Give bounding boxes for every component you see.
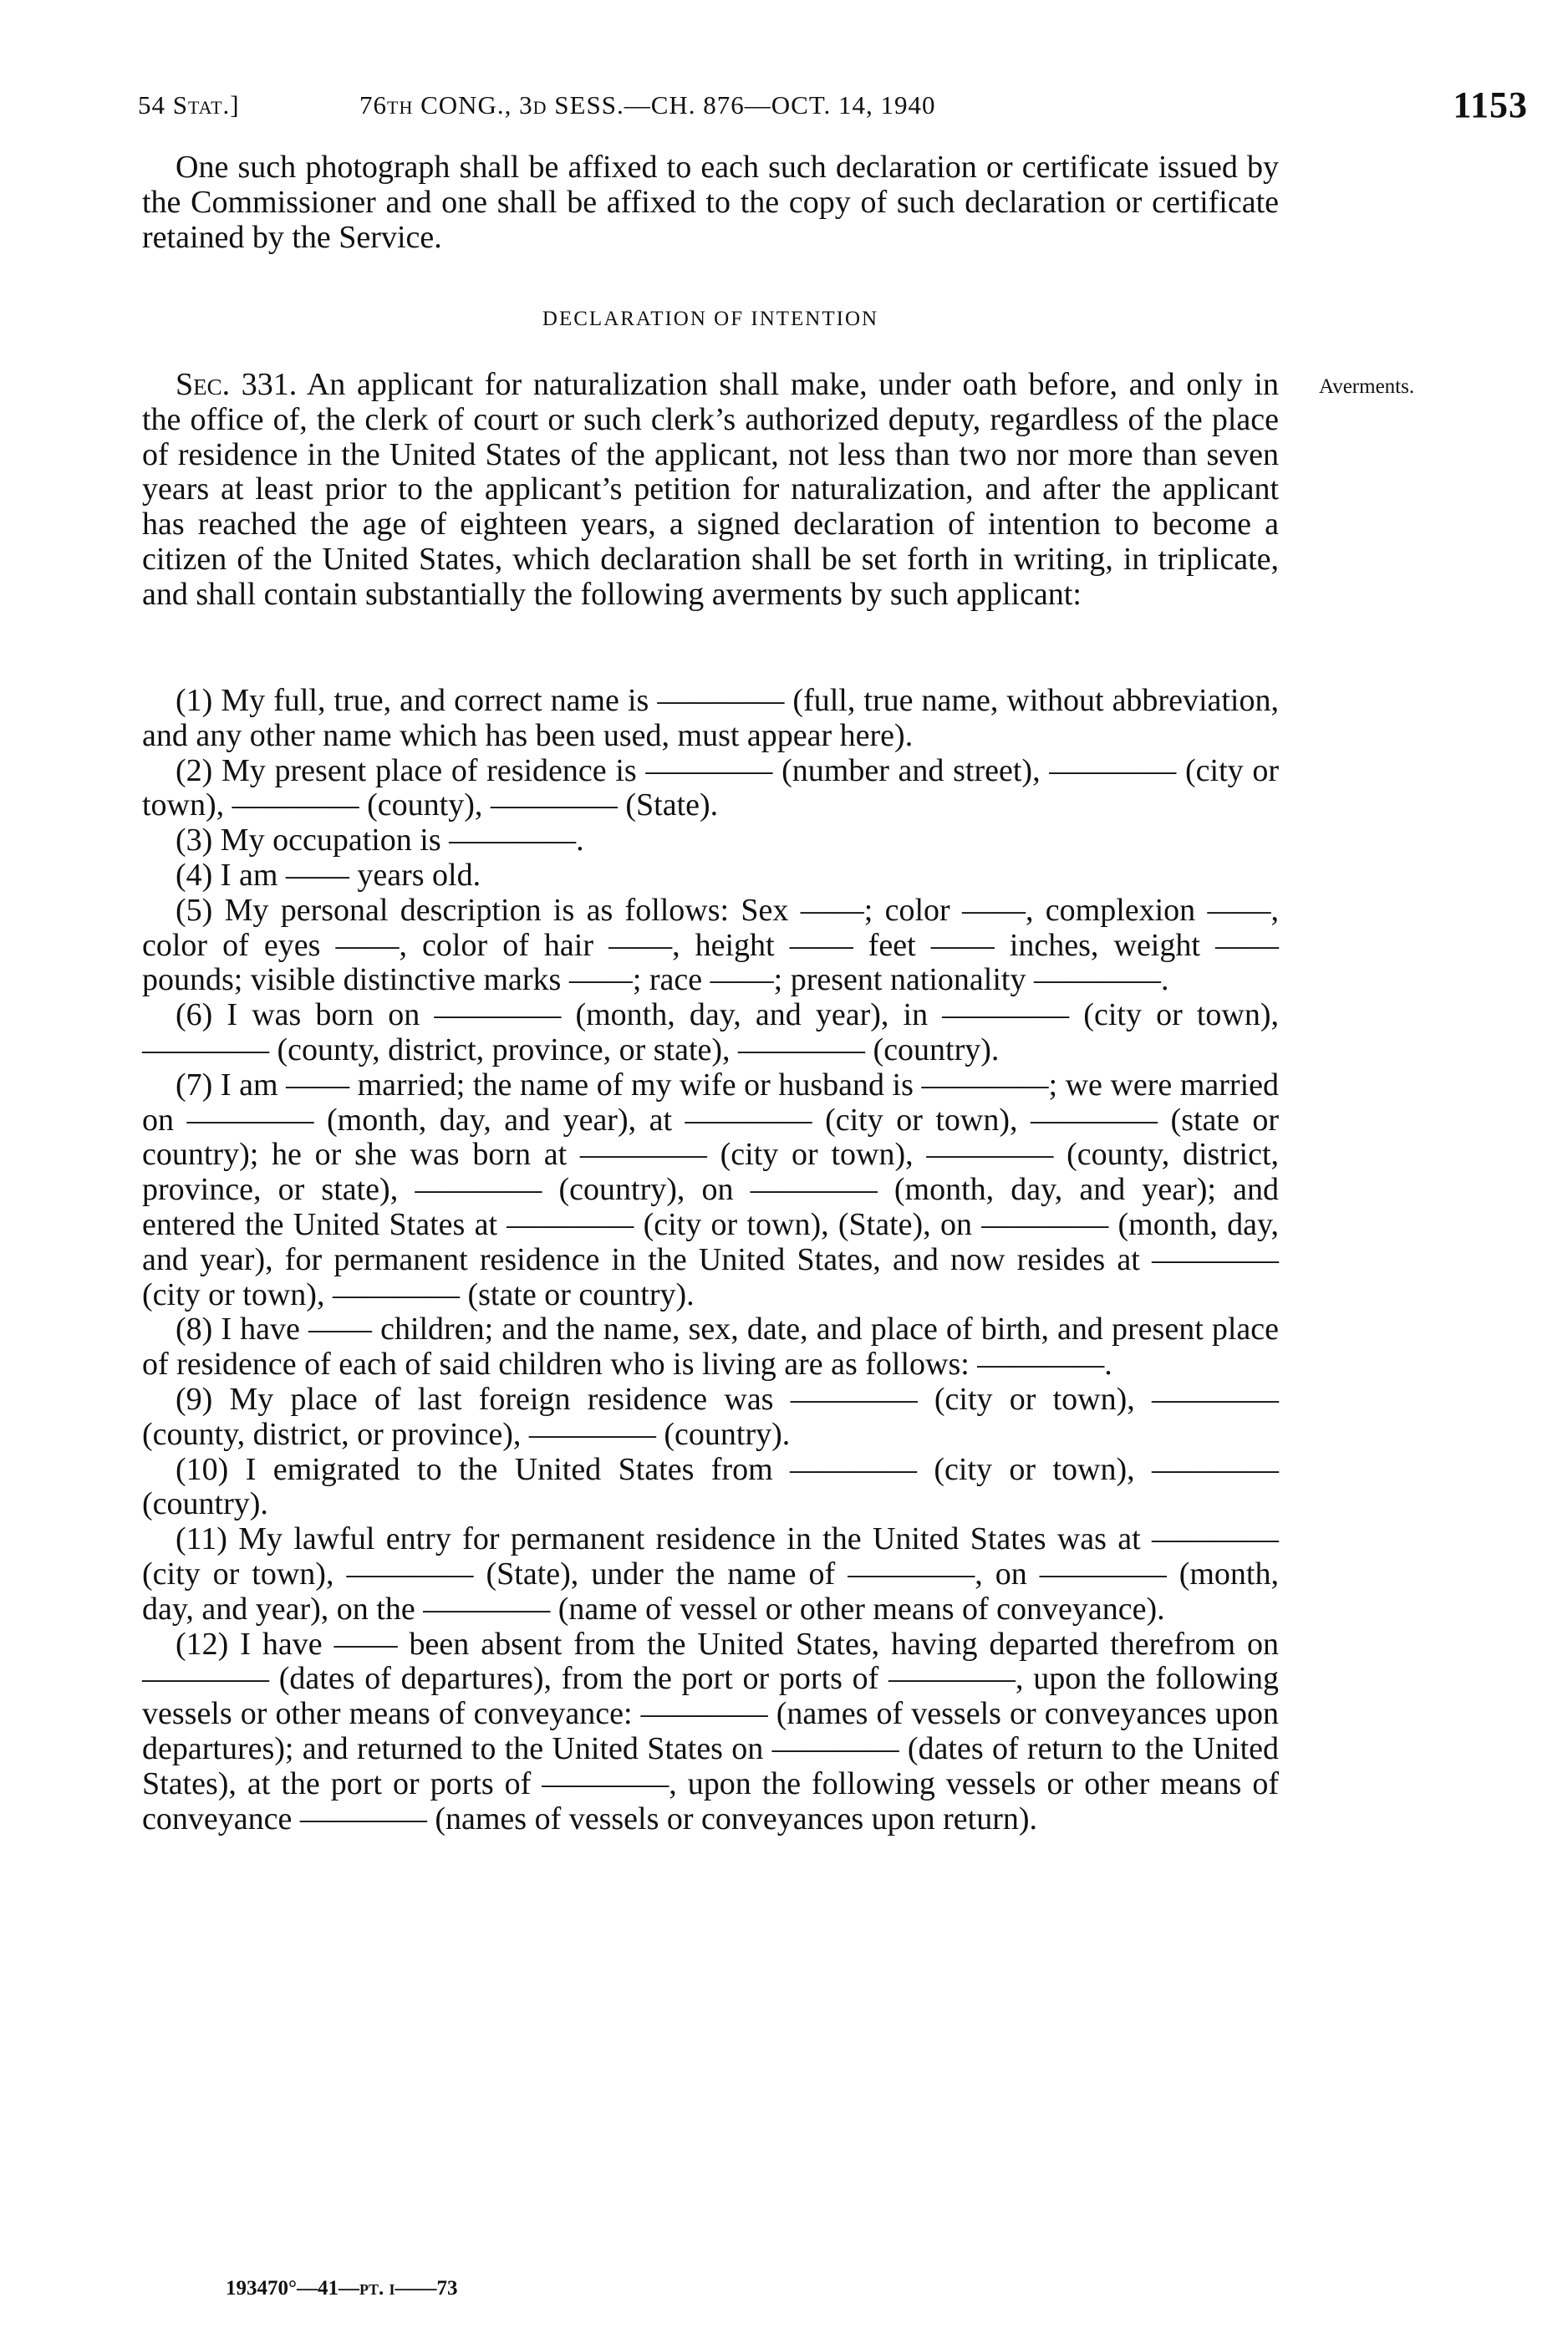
averment-9: (9) My place of last foreign residence was ———— (city or town), ———— (county, district, or province), ———— (country). bbox=[142, 1381, 1279, 1452]
printer-signature-line: 193470°—41—pt. i——73 bbox=[226, 2277, 458, 2300]
averment-2: (2) My present place of residence is ———— (number and street), ———— (city or town), ———— (county), ———— (State). bbox=[142, 752, 1279, 823]
intro-paragraph bbox=[142, 150, 1279, 255]
section-331-paragraph bbox=[142, 368, 1279, 613]
averment-3: (3) My occupation is ————. bbox=[176, 823, 584, 858]
averment-7: (7) I am —— married; the name of my wife or husband is ————; we were married on ———— (month, day, and year), at ———— (city or town), ———— (state or country); he or she was born at ———— (city or town), ———— (county, district, province, or state), ———— (country), on ———— (month, day, and year); and entered the United States at ———— (city or town), (State), on ———— (month, day, and year), for permanent residence in the United States, and now resides at ———— (city or town), ———— (state or country). bbox=[142, 1067, 1279, 1312]
averment-6: (6) I was born on ———— (month, day, and year), in ———— (city or town), ———— (county, district, province, or state), ———— (country). bbox=[142, 997, 1279, 1067]
section-text: An applicant for naturalization shall make, under oath before, and only in the office of, the clerk of court or such clerk’s authorized deputy, regardless of the place of residence in the United States of the applicant, not less than two nor more than seven years at least prior to the applicant’s petition for naturalization, and after the applicant has reached the age of eighteen years, a signed declaration of intention to become a citizen of the United States, which declaration shall be set forth in writing, in triplicate, and shall contain substantially the following averments by such applicant: bbox=[142, 367, 1279, 612]
averment-12: (12) I have —— been absent from the United States, having departed therefrom on ———— (dates of departures), from the port or ports of ————, upon the following vessels or other means of conveyance: ———— (names of vessels or conveyances upon departures); and returned to the United States on ———— (dates of return to the United States), at the port or ports of ————, upon the following vessels or other means of conveyance ———— (names of vessels or conveyances upon return). bbox=[142, 1626, 1279, 1836]
page-number: 1153 bbox=[1453, 84, 1528, 125]
section-label: Sec. 331. bbox=[176, 367, 298, 402]
intro-text: One such photograph shall be affixed to each such declaration or certificate issued by the Commissioner and one shall be affixed to the copy of such declaration or certificate retained by the Service. bbox=[142, 150, 1279, 255]
running-head-title: 76th CONG., 3d SESS.—CH. 876—OCT. 14, 1940 bbox=[359, 90, 936, 120]
averment-4: (4) I am —— years old. bbox=[176, 857, 481, 893]
margin-note: Averments. bbox=[1319, 375, 1415, 398]
section-heading: DECLARATION OF INTENTION bbox=[542, 308, 879, 330]
averment-11: (11) My lawful entry for permanent residence in the United States was at ———— (city or town), ———— (State), under the name of ————, on ———— (month, day, and year), on the ———— (name of vessel or other means of conveyance). bbox=[142, 1521, 1279, 1627]
averment-10: (10) I emigrated to the United States from ———— (city or town), ———— (country). bbox=[142, 1451, 1279, 1522]
averment-1: (1) My full, true, and correct name is ———— (full, true name, without abbreviation, and any other name which has been used, must appear here). bbox=[142, 683, 1279, 753]
averment-8: (8) I have —— children; and the name, sex, date, and place of birth, and present place of residence of each of said children who is living are as follows: ————. bbox=[142, 1312, 1279, 1383]
averments-list bbox=[142, 684, 1279, 1836]
averment-5: (5) My personal description is as follows: Sex ——; color ——, complexion ——, color of eyes ——, color of hair ——, height —— feet —— inches, weight —— pounds; visible distinctive marks ——; race ——; present nationality ————. bbox=[142, 892, 1279, 998]
running-head-citation: 54 Stat.] bbox=[138, 90, 240, 120]
